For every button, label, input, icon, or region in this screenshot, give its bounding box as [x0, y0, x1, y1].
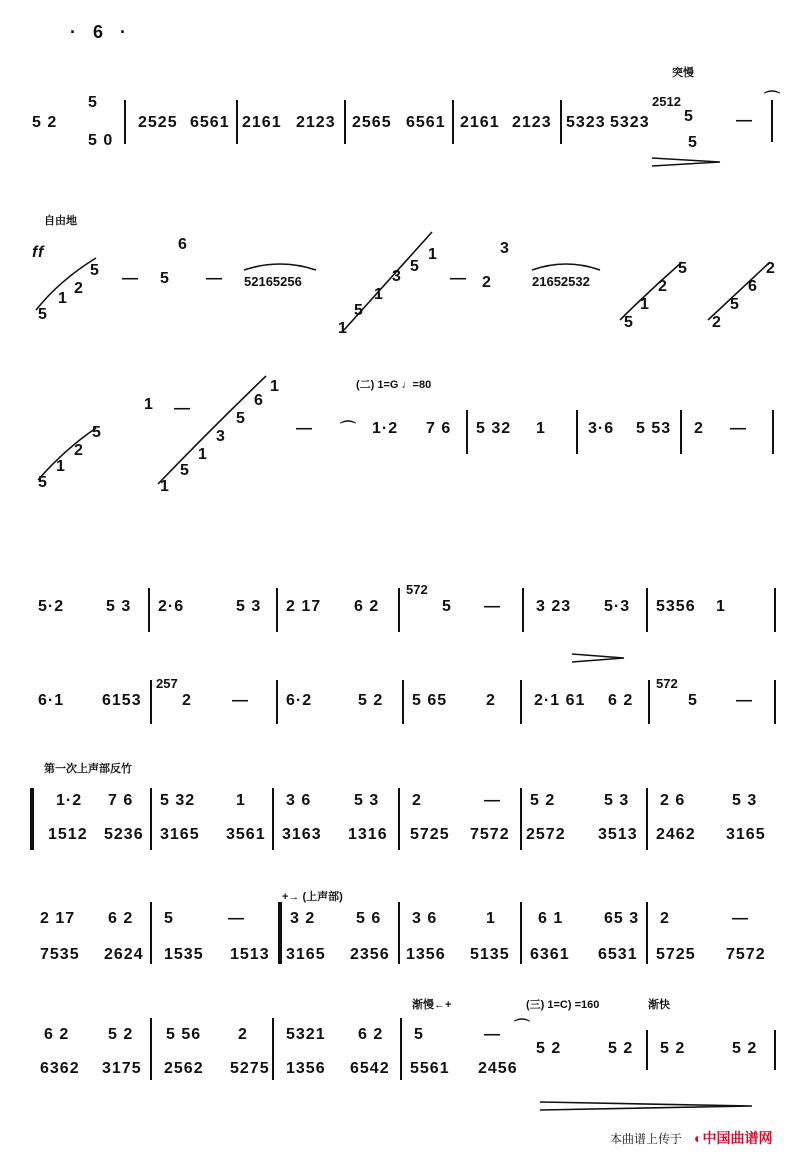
lower-note-group: 2572: [526, 826, 566, 843]
grace-notes: 572: [656, 676, 678, 691]
lower-note-group: 6362: [40, 1060, 80, 1077]
note: 3: [392, 268, 402, 285]
glissando-line: [36, 258, 96, 310]
lower-note-group: 2356: [350, 946, 390, 963]
note-group: 5 2: [32, 114, 58, 131]
note: 1: [56, 458, 66, 475]
lower-note-group: 6531: [598, 946, 638, 963]
note: 5: [38, 474, 48, 491]
upper-note-group: 1: [486, 910, 496, 927]
note: 6: [254, 392, 264, 409]
note: 2: [74, 442, 84, 459]
crescendo-hairpin: [652, 158, 720, 166]
lower-note-group: 1513: [230, 946, 270, 963]
note: 1: [374, 286, 384, 303]
upper-note-group: 5 6: [356, 910, 382, 927]
note-group: 5 53: [636, 420, 672, 437]
upper-note-group: 3 6: [412, 910, 438, 927]
grace-notes: 572: [406, 582, 428, 597]
dash: —: [206, 270, 223, 287]
upper-note-group: 2: [660, 910, 670, 927]
slur: [532, 264, 600, 270]
note-group: 6·1: [38, 692, 65, 709]
upper-note-group: 1·2: [56, 792, 83, 809]
dash: —: [450, 270, 467, 287]
upper-note-group: 1: [236, 792, 246, 809]
note: 1: [428, 246, 438, 263]
note: 3: [500, 240, 510, 257]
upper-note-group: 2: [412, 792, 422, 809]
note: 2: [74, 280, 84, 297]
note-group: 5: [88, 94, 98, 111]
note-group: 5 3: [106, 598, 132, 615]
site-logo[interactable]: [694, 1128, 772, 1148]
note-group: 2161: [460, 114, 500, 131]
upper-note-group: 5 3: [604, 792, 630, 809]
note: 5: [92, 424, 102, 441]
note-group: 5·3: [604, 598, 631, 615]
glissando-line: [620, 262, 682, 320]
note: 2: [766, 260, 776, 277]
lower-note-group: 7535: [40, 946, 80, 963]
note: 6: [748, 278, 758, 295]
note-group: 6153: [102, 692, 142, 709]
note: 1: [198, 446, 208, 463]
note: 1: [338, 320, 348, 337]
note-group: 5·2: [38, 598, 65, 615]
crescendo-hairpin: [572, 654, 624, 662]
lower-note-group: 5135: [470, 946, 510, 963]
note-group: 5 3: [236, 598, 262, 615]
note-group: 1: [716, 598, 726, 615]
note-group: 5 32: [476, 420, 512, 437]
note: 1: [270, 378, 280, 395]
note-group: 5323: [610, 114, 650, 131]
upper-note-group: 6 2: [358, 1026, 384, 1043]
note: 5: [236, 410, 246, 427]
dash: —: [232, 692, 249, 709]
lower-note-group: 5725: [410, 826, 450, 843]
upper-note-group: 5 2: [660, 1040, 686, 1057]
site-logo-icon: ◐: [694, 1130, 703, 1146]
note-group: 5323: [566, 114, 606, 131]
note: 6: [178, 236, 188, 253]
note-group: 2·6: [158, 598, 185, 615]
note-group: 2 17: [286, 598, 322, 615]
note-group: 5 2: [358, 692, 384, 709]
note: 2: [182, 692, 192, 709]
note: 1: [58, 290, 68, 307]
fermata-icon: ⌒: [764, 91, 782, 108]
note-group: 6·2: [286, 692, 313, 709]
upper-note-group: 3 6: [286, 792, 312, 809]
note: 1: [144, 396, 154, 413]
note-group: 5 65: [412, 692, 448, 709]
note-group: 1·2: [372, 420, 399, 437]
lower-note-group: 5725: [656, 946, 696, 963]
lower-note-group: 3165: [726, 826, 766, 843]
lower-note-group: 5561: [410, 1060, 450, 1077]
tempo-mark: 突慢: [672, 67, 694, 79]
dash: —: [484, 792, 501, 809]
upper-note-group: 5321: [286, 1026, 326, 1043]
note-group: 52165256: [244, 274, 302, 289]
grace-notes: 257: [156, 676, 178, 691]
dash: —: [296, 420, 313, 437]
upper-note-group: 5 2: [608, 1040, 634, 1057]
upper-note-group: 6 2: [44, 1026, 70, 1043]
note: 5: [354, 302, 364, 319]
note-group: 2·1 61: [534, 692, 586, 709]
note: 1: [160, 478, 170, 495]
upper-note-group: 6 1: [538, 910, 564, 927]
site-name: 中国曲谱网: [702, 1130, 773, 1146]
glissando-line: [344, 232, 432, 330]
note: 3: [216, 428, 226, 445]
dash: —: [228, 910, 245, 927]
dash: —: [736, 112, 753, 129]
note-group: 7 6: [426, 420, 452, 437]
note-group: 6561: [406, 114, 446, 131]
note: 2: [712, 314, 722, 331]
lower-note-group: 3175: [102, 1060, 142, 1077]
note: 5: [90, 262, 100, 279]
glissando-line: [708, 262, 770, 320]
page-number: · 6 ·: [70, 22, 133, 42]
note-group: 5: [684, 108, 694, 125]
note: 5: [38, 306, 48, 323]
crescendo-hairpin: [540, 1102, 752, 1110]
note: 2: [658, 278, 668, 295]
note-group: 2525: [138, 114, 178, 131]
upper-note-group: 5 56: [166, 1026, 202, 1043]
glissando-line: [38, 428, 96, 480]
note: 5: [688, 692, 698, 709]
lower-note-group: 3165: [160, 826, 200, 843]
part-label: 第一次上声部反竹: [44, 763, 132, 775]
note-group: 6 2: [608, 692, 634, 709]
lower-note-group: 7572: [726, 946, 766, 963]
upper-note-group: 5: [414, 1026, 424, 1043]
note-group: 5356: [656, 598, 696, 615]
lower-note-group: 1356: [286, 1060, 326, 1077]
expression-mark: 自由地: [44, 215, 77, 227]
lower-note-group: 3165: [286, 946, 326, 963]
note: 5: [410, 258, 420, 275]
upper-note-group: 2 17: [40, 910, 76, 927]
upper-note-group: 2 6: [660, 792, 686, 809]
dash: —: [736, 692, 753, 709]
note-group: 21652532: [532, 274, 590, 289]
lower-note-group: 2462: [656, 826, 696, 843]
lower-note-group: 3513: [598, 826, 638, 843]
note-group: 6 2: [354, 598, 380, 615]
upper-note-group: 6 2: [108, 910, 134, 927]
lower-note-group: 1356: [406, 946, 446, 963]
note-group: 2161: [242, 114, 282, 131]
slur: [244, 264, 316, 270]
lower-note-group: 5236: [104, 826, 144, 843]
lower-note-group: 1316: [348, 826, 388, 843]
note-group: 3 23: [536, 598, 572, 615]
dash: —: [484, 598, 501, 615]
upper-note-group: 5 2: [536, 1040, 562, 1057]
dash: —: [732, 910, 749, 927]
upper-note-group: 5 2: [732, 1040, 758, 1057]
lower-note-group: 1512: [48, 826, 88, 843]
upper-note-group: 5 2: [108, 1026, 134, 1043]
note: 2: [486, 692, 496, 709]
dash: —: [730, 420, 747, 437]
note: 5: [678, 260, 688, 277]
upper-note-group: 7 6: [108, 792, 134, 809]
upper-note-group: 5 32: [160, 792, 196, 809]
tempo-mark: 渐快: [648, 999, 670, 1011]
fermata-icon: ⌒: [340, 421, 358, 438]
section-mark: (二) 1=G ♩=80: [356, 379, 432, 391]
grace-notes: 2512: [652, 94, 681, 109]
dash: —: [122, 270, 139, 287]
lower-note-group: 5275: [230, 1060, 270, 1077]
note-group: 2: [694, 420, 704, 437]
note-group: 6561: [190, 114, 230, 131]
note: 5: [624, 314, 634, 331]
fermata-icon: ⌒: [514, 1019, 532, 1036]
note: 5: [730, 296, 740, 313]
lower-note-group: 2624: [104, 946, 144, 963]
section-mark: (三) 1=C) =160: [526, 999, 600, 1011]
part-label: +→ (上声部): [282, 891, 343, 903]
note-group: 5 0: [88, 132, 114, 149]
lower-note-group: 1535: [164, 946, 204, 963]
upper-note-group: 2: [238, 1026, 248, 1043]
note: 5: [180, 462, 190, 479]
note: 5: [160, 270, 170, 287]
lower-note-group: 6361: [530, 946, 570, 963]
footer-upload-text: 本曲谱上传于: [610, 1132, 683, 1146]
note-group: 2565: [352, 114, 392, 131]
lower-note-group: 3561: [226, 826, 266, 843]
lower-note-group: 6542: [350, 1060, 390, 1077]
note-group: 5: [688, 134, 698, 151]
lower-note-group: 2456: [478, 1060, 518, 1077]
lower-note-group: 7572: [470, 826, 510, 843]
dash: —: [174, 400, 191, 417]
upper-note-group: 5: [164, 910, 174, 927]
note-group: 3·6: [588, 420, 615, 437]
glissando-line: [158, 376, 266, 484]
upper-note-group: 5 2: [530, 792, 556, 809]
lower-note-group: 3163: [282, 826, 322, 843]
upper-note-group: 3 2: [290, 910, 316, 927]
dash: —: [484, 1026, 501, 1043]
dynamic-mark: ff: [32, 244, 45, 261]
upper-note-group: 65 3: [604, 910, 640, 927]
upper-note-group: 5 3: [354, 792, 380, 809]
note: 1: [640, 296, 650, 313]
note-group: 2123: [512, 114, 552, 131]
note: 2: [482, 274, 492, 291]
lower-note-group: 2562: [164, 1060, 204, 1077]
note: 5: [442, 598, 452, 615]
note-group: 2123: [296, 114, 336, 131]
upper-note-group: 5 3: [732, 792, 758, 809]
note-group: 1: [536, 420, 546, 437]
tempo-mark: 渐慢←+: [412, 999, 452, 1011]
